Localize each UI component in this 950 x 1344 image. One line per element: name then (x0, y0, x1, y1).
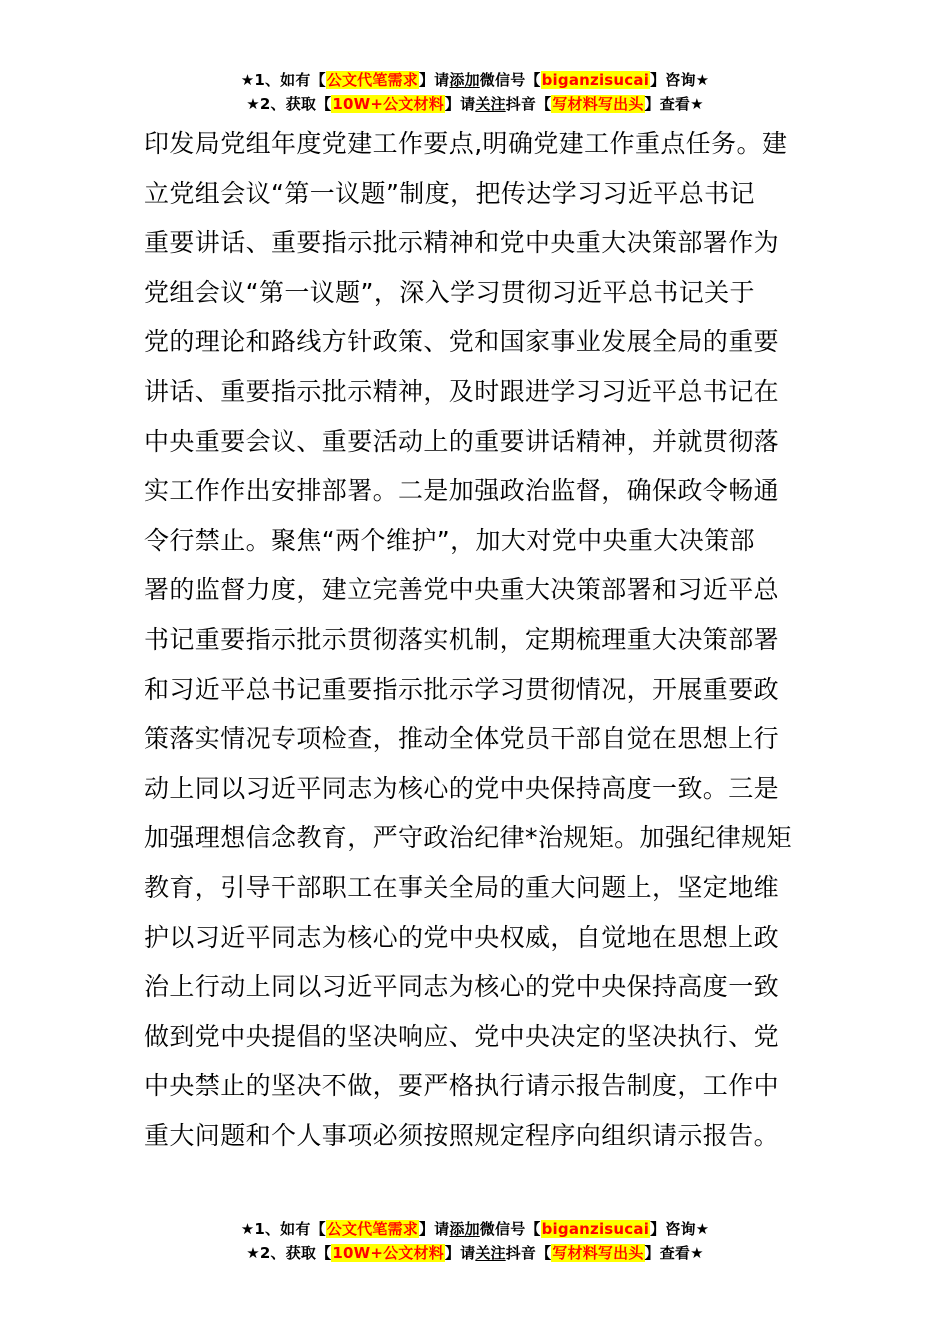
text-line: 印发局党组年度党建工作要点,明确党建工作重点任务。建 (144, 129, 788, 158)
text-line: 教育，引导干部职工在事关全局的重大问题上，坚定地维 (144, 872, 780, 902)
banner-text: 】请 (444, 1244, 476, 1262)
banner-text: 抖音【 (505, 95, 552, 113)
highlight-wechat-id: biganzisucai (541, 71, 650, 89)
highlight-materials: 10W+公文材料 (332, 95, 444, 113)
text-line: 做到党中央提倡的坚决响应、党中央决定的坚决执行、党 (144, 1021, 780, 1051)
text-line: 实工作作出安排部署。二是加强政治监督，确保政令畅通 (144, 476, 780, 506)
highlight-service: 公文代笔需求 (326, 71, 418, 89)
banner-text: 】请 (418, 1220, 450, 1238)
text-line: 策落实情况专项检查，推动全体党员干部自觉在思想上行 (144, 724, 780, 754)
text-line: 署的监督力度，建立完善党中央重大决策部署和习近平总 (144, 575, 780, 605)
text-line: 和习近平总书记重要指示批示学习贯彻情况，开展重要政 (144, 674, 780, 704)
text-line: 讲话、重要指示批示精神，及时跟进学习习近平总书记在 (144, 376, 780, 406)
highlight-materials: 10W+公文材料 (332, 1244, 444, 1262)
text-line: 中央重要会议、重要活动上的重要讲话精神，并就贯彻落 (144, 426, 780, 456)
text-line: 中央禁止的坚决不做，要严格执行请示报告制度，工作中 (144, 1071, 780, 1101)
highlight-wechat-id: biganzisucai (541, 1220, 650, 1238)
highlight-douyin-account: 写材料写出头 (552, 95, 644, 113)
text-line: 书记重要指示批示贯彻落实机制，定期梳理重大决策部署 (144, 624, 780, 654)
banner-text: ★2、获取【 (246, 1244, 332, 1262)
text-line: 护以习近平同志为核心的党中央权威，自觉地在思想上政 (144, 922, 780, 952)
text-line: 立党组会议“第一议题”制度，把传达学习习近平总书记 (144, 178, 755, 208)
text-line: 党组会议“第一议题”，深入学习贯彻习近平总书记关于 (144, 277, 755, 307)
highlight-service: 公文代笔需求 (326, 1220, 418, 1238)
banner-text: ★2、获取【 (246, 95, 332, 113)
text-line: 重要讲话、重要指示批示精神和党中央重大决策部署作为 (144, 228, 780, 258)
underlined-text: 添加 (449, 1220, 480, 1238)
underlined-text: 添加 (449, 71, 480, 89)
banner-text: 】请 (418, 71, 450, 89)
banner-text: 】咨询★ (650, 71, 710, 89)
banner-line-1 (0, 69, 950, 93)
banner-text: 】请 (444, 95, 476, 113)
text-line: 加强理想信念教育，严守政治纪律*治规矩。加强纪律规矩 (144, 823, 792, 853)
highlight-douyin-account: 写材料写出头 (552, 1244, 644, 1262)
banner-line-2 (0, 93, 950, 117)
footer-banner (0, 1218, 950, 1266)
text-line: 重大问题和个人事项必须按照规定程序向组织请示报告。 (144, 1120, 780, 1150)
document-body (144, 124, 824, 1165)
banner-text: ★1、如有【 (240, 71, 326, 89)
banner-text: 】咨询★ (650, 1220, 710, 1238)
underlined-text: 关注 (475, 1244, 506, 1262)
header-banner (0, 69, 950, 117)
text-line: 党的理论和路线方针政策、党和国家事业发展全局的重要 (144, 327, 780, 357)
text-line: 治上行动上同以习近平同志为核心的党中央保持高度一致 (144, 972, 780, 1002)
text-line: 令行禁止。聚焦“两个维护”，加大对党中央重大决策部 (144, 525, 755, 555)
underlined-text: 关注 (475, 95, 506, 113)
banner-line-1 (0, 1218, 950, 1242)
text-line: 动上同以习近平同志为核心的党中央保持高度一致。三是 (144, 773, 780, 803)
banner-text: 】查看★ (644, 1244, 704, 1262)
banner-text: 微信号【 (479, 71, 541, 89)
banner-text: 】查看★ (644, 95, 704, 113)
banner-text: ★1、如有【 (240, 1220, 326, 1238)
banner-text: 抖音【 (505, 1244, 552, 1262)
banner-text: 微信号【 (479, 1220, 541, 1238)
banner-line-2 (0, 1242, 950, 1266)
